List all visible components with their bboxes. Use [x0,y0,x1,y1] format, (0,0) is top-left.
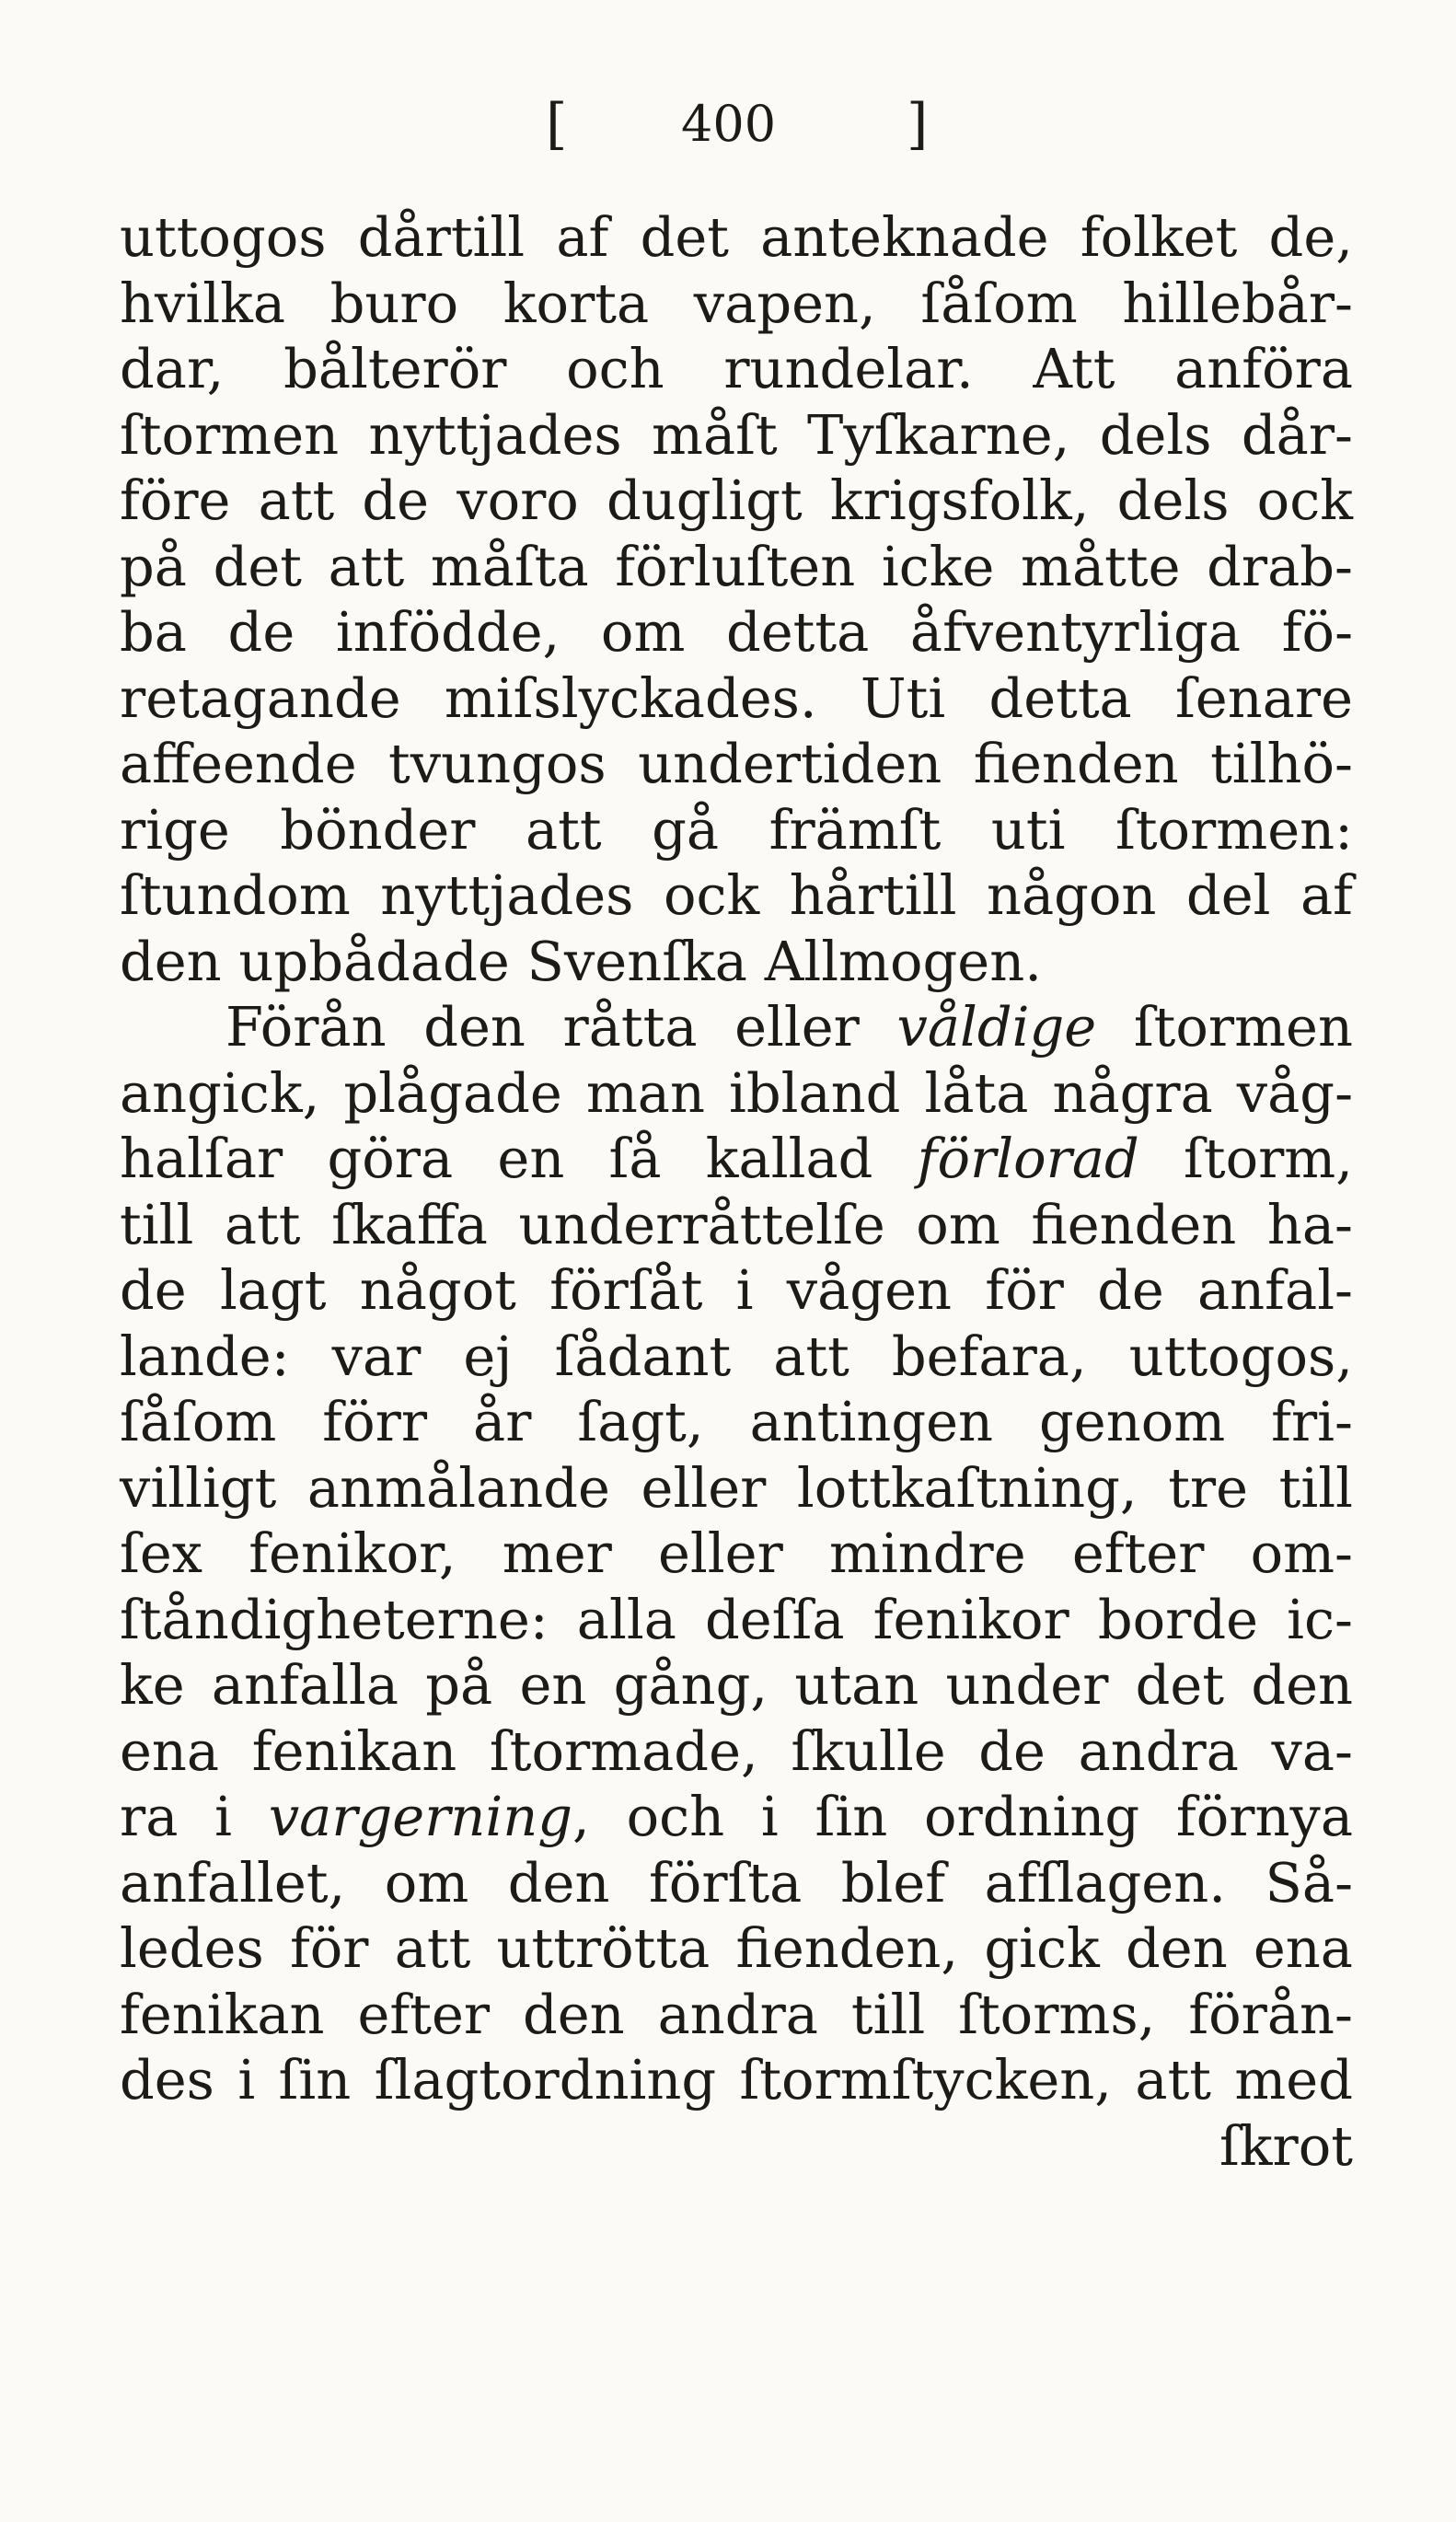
text-line: villigt anmålande eller lottkaſtning, tre till [120,1455,1353,1520]
text-line: hvilka buro korta vapen, ſåſom hillebår- [120,271,1353,335]
line-segment: ra i [120,1785,233,1848]
text-line: uttogos dårtill af det anteknade folket de, [120,205,1353,269]
header-bracket-right: ] [907,92,929,156]
text-line: ledes för att uttrötta fienden, gick den ena [120,1916,1353,1980]
text-line: före att de voro dugligt krigsfolk, dels ock [120,469,1353,532]
line-segment: halſar göra en ſå kallad [120,1127,873,1190]
line-segment: ſtormen [1133,995,1353,1059]
line-segment: , och i ſin ordning förnya [572,1785,1353,1848]
text-line: ba de infödde, om detta åfventyrliga fö- [120,600,1353,664]
text-line-with-italic [120,994,1353,1060]
text-line: angick, plågade man ibland låta några våg- [120,1060,1353,1125]
text-line: ke anfalla på en gång, utan under det den [120,1653,1353,1717]
text-line: des i ſin ſlagtordning ſtormſtycken, att med [120,2048,1353,2111]
text-line: retagande miſslyckades. Uti detta ſenare [120,665,1353,730]
page-header [0,92,1456,156]
text-line-with-italic [120,1126,1353,1192]
text-line: ena fenikan ſtormade, ſkulle de andra va- [120,1718,1353,1783]
text-line: affeende tvungos undertiden fienden tilhö- [120,732,1353,795]
body-text [120,204,1353,2179]
header-bracket-left: [ [546,92,568,156]
text-line: rige bönder att gå främſt uti ſtormen: [120,797,1353,862]
text-line: på det att måſta förluſten icke måtte drab- [120,534,1353,598]
line-segment: ſtorm, [1184,1127,1354,1190]
text-line: ſtåndigheterne: alla deſſa fenikor borde ic- [120,1587,1353,1651]
text-line: ſtormen nyttjades måſt Tyſkarne, dels dår- [120,402,1353,467]
italic-word: förlorad [917,1127,1139,1190]
text-line: lande: var ej ſådant att befara, uttogos, [120,1324,1353,1388]
catchword: ſkrot [1219,2113,1353,2178]
page-number: 400 [681,95,777,153]
text-line: ſex fenikor, mer eller mindre efter om- [120,1521,1353,1585]
text-line: den upbådade Svenſka Allmogen. [120,929,1042,993]
italic-word: vargerning [268,1785,573,1848]
italic-word: våldige [896,995,1097,1059]
line-segment: Förån den råtta eller [225,995,860,1059]
text-line: anfallet, om den förſta blef afſlagen. Så- [120,1850,1353,1915]
text-line-with-italic [120,1784,1353,1850]
text-line: dar, bålterör och rundelar. Att anföra [120,337,1353,400]
text-line: ſtundom nyttjades ock hårtill någon del af [120,863,1353,927]
text-line: ſåſom förr år ſagt, antingen genom fri- [120,1390,1353,1453]
text-line: de lagt något förſåt i vågen för de anfal- [120,1258,1353,1322]
text-line: fenikan efter den andra till ſtorms, förån- [120,1982,1353,2046]
text-line: till att ſkaffa underråttelſe om fienden ha- [120,1192,1353,1256]
